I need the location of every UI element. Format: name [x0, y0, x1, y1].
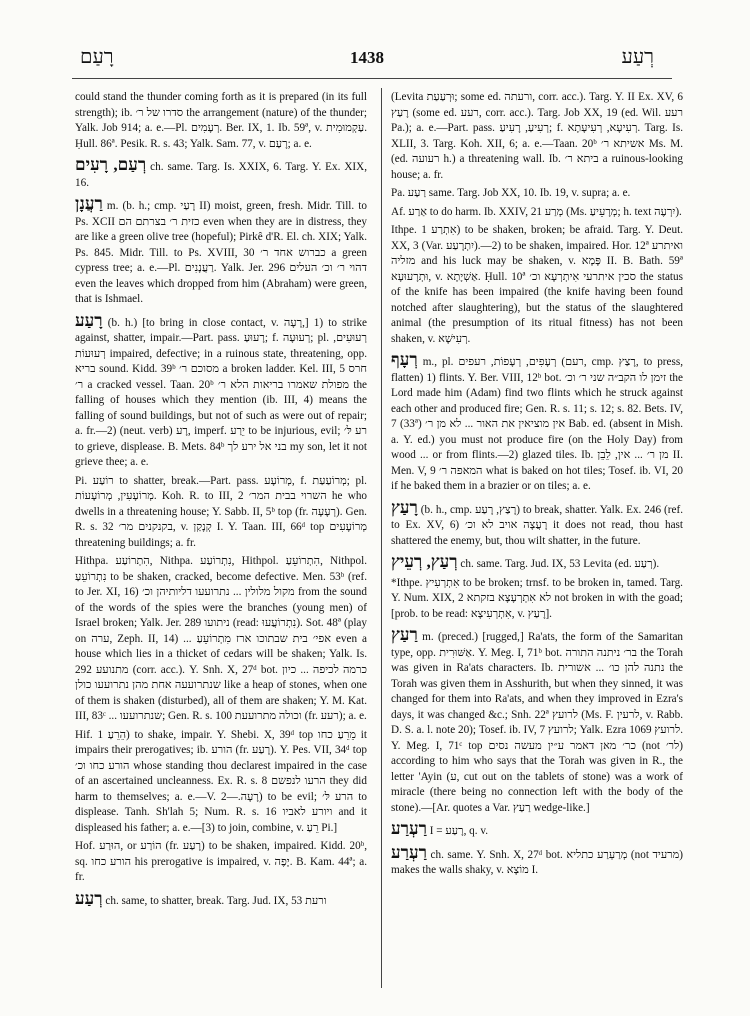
dictionary-entry: [75, 728, 367, 837]
entry-text: Hof. הוּרַע, or הוֹרַע (fr. רָעַע) to be shaken, impaired. Kidd. 20ᵇ, sq. הורע כחו his prerogative is impaired, v. יָפֶה. B. Kam. 44ª; a. fr.: [75, 840, 367, 883]
entry-text: Hithpa. הִתְרוֹעַע, Nithpa. נִתְרוֹעַע, Hithpol. הִתְרוֹעֵעַ, Nithpol. נִתְרוֹעֵעַ to be shaken, cracked, become defective. Men. 53ᵇ (ref. to Jer. XI, 16) מקול מלולין ... נתרועעו דליותיהן וכ׳ from the sound of the words of the spies were the branches (young men) of Israel broken; Yalk. Jer. 289 ניתועו (read: נִתְרוֹעֲעוּ). Sot. 48ª (play on ערה, Zeph. II, 14) ... אפי׳ בית שבתוכו ארז מִתְרוֹעֵעַ even a house which lies in a thicket of cedars will be shaken; Yalk. Is. 292 מתנועע (corr. acc.). Y. Snh. X, 27ᵈ bot. כרמה לכיפה ... כיון שנתרועעה אחת מהן נתרועעו כולן like a heap of stones, when one of them is shaken (disturbed), all of them are shaken; Y. M. Kat. III, 83ᶜ ... שנתרועעו; Gen. R. s. 100 וכולה מתרועעת (fr. רעע); a. e.: [75, 555, 367, 722]
entry-text: ch. same. Y. Snh. X, 27ᵈ bot. מְרַעְרַע כתליא (not מרעיד) makes the walls shaky, v. מוֹצָא I.: [391, 848, 683, 876]
dictionary-entry: [75, 155, 367, 191]
entry-text: m., pl. רְעָפִים, רְעָפוֹת, רעפים (רעם, cmp. רָצַץ, to press, flatten) 1) flints. Y. Ber. VIII, 12ᵇ bot. זימן לו הקב״ה שני ר׳ וכ׳ the Lord made him (Adam) find two flints which he struck against each other and produced fire; Gen. R. s. 11; s. 12; s. 82. Bets. IV, 7 (33ª) אין מוציאין את האור ... לא מן ר׳ Bab. ed. (absent in Mish. a. Y. ed.) you must not produce fire (on the Holy Day) from wood ... or from flints.—2) glazed tiles. Ib. מן ר׳ ... אין, לֵבֵן II. Men. V, 9 המאפה ר׳ what is baked on hot tiles; Tosef. ib. VI, 20 if he baked them in a brazier or on tiles; a. e.: [391, 356, 683, 492]
entry-text: Ithpe. אִתְרַע 1) to be shaken, broken; be afraid. Targ. Y. Deut. XX, 3 (Var. יִתְרָעַע).—2) to be shaken, impaired. Hor. 12ª ואיתרע מזליה and his luck may be shaken, v. פָּמָא II. B. Bath. 59ª וּתְרָעוּעָא, v. אַשְׁיָתָא. Ḥull. 10ª סכין איתרעי אִיתְרְעָא וכ׳ the status of the knife has been impaired (the knife having been found notched after slaughtering), but the status of the slaughtered animal (the presumption of its ritual fitness) has not been shaken, v. רְעִישָׁא.: [391, 224, 683, 345]
entry-headword: רְעַם, רָעִים: [75, 155, 147, 174]
dictionary-entry: [391, 625, 683, 816]
dictionary-entry: [75, 889, 367, 910]
entry-headword: רַעְרַע: [391, 819, 427, 838]
dictionary-entry: [391, 498, 683, 550]
dictionary-entry: [391, 186, 683, 202]
left-column: [75, 90, 367, 990]
entry-text: ch. same. Targ. Jud. IX, 53 Levita (ed. רְעַע).: [460, 558, 660, 570]
entry-text: m. (preced.) [rugged,] Ra'ats, the form of the Samaritan type, opp. אַשּׁוּרִית. Y. Meg. I, 71ᵇ bot. בר׳ ניתנה התורה the Torah was given in Ra'ats characters. Ib. נתנה להן כו׳ ... אשורית the Torah was given them in Asshurith, but when they sinned, it was changed for them into Ra'ats, and when they improved in Ezra's days, it was changed &c.; Snh. 22ª לרועץ (Ms. F. לרעין, v. Rabb. D. S. a. l. note 20); Tosef. ib. IV, 7 לרועץ; Yalk. Ezra 1069 לרועץ. Y. Meg. I, 71ᶜ top כר׳ מאן דאמר ע״ין מעשה נסים (not לר׳) according to him who says that the Torah was given in R., the letter 'Ayin (ע, cut out on the tablets of stone) was a work of miracle (there being no connection left with the body of the stone).—[Ar. quotes a Var. רַעַץ wedge-like.]: [391, 631, 683, 814]
entry-text: ch. same. Targ. Is. XXIX, 6. Targ. Y. Ex. XIX, 16.: [75, 161, 367, 189]
entry-text: Hif. הֵרֵעַ 1) to shake, impair. Y. Shebi. X, 39ᵈ top מֵרֵעַ כחו it impairs their prerogatives; ib. הורע (fr. רָעַע). Y. Pes. VII, 34ᵈ top הורע כחו וכ׳ whose standing thou declarest impaired in the case of an ascertained uncleanness. Ex. R. s. 8 הרעו לנפשם they did harm to themselves; a. e.—V. רָעָה.—2) to be evil; הרע לּ׳ to displease. Tanh. Sh'lah 5; Num. R. s. 16 ויורע לאביו and it displeased his father; a. e.—[3) to join, combine, v. רֵעַ Pi.]: [75, 728, 367, 834]
entry-text: could stand the thunder coming forth as it is prepared (in its full strength); ib. סדרו של ר׳ the arrangement (nature) of the thunder; Yalk. Job 914; a. e.—Pl. רְעָמִים. Ber. IX, 1. Ib. 59ª, v. עַקְמוּמִית. Ḥull. 86ª. Pesik. R. s. 43; Yalk. Sam. 77, v. רָעַם; a. e.: [75, 91, 367, 150]
entry-text: ch. same, to shatter, break. Targ. Jud. IX, 53 ורעת: [105, 894, 327, 907]
header-rule: [72, 78, 672, 79]
dictionary-entry: [75, 474, 367, 552]
dictionary-entry: [75, 90, 367, 152]
running-head-right: רְעַע: [621, 46, 654, 68]
entry-headword: רְעַץ, רְעֵיץ: [391, 552, 458, 571]
entry-text: Pa. רַעַע same. Targ. Job XX, 10. Ib. 19, v. supra; a. e.: [391, 187, 631, 199]
right-column: [391, 90, 683, 990]
dictionary-entry: [75, 311, 367, 471]
running-head-left: רָעַם: [80, 46, 114, 68]
dictionary-entry: [75, 194, 367, 308]
entry-headword: רְעַע: [75, 888, 103, 908]
entry-text: (b. h.) [to bring in close contact, v. רָעָה,] 1) to strike against, shatter, impair.—Part. pass. רָעוּעַ; f. רְעוּעָה; pl. רְעוּעִים, רְעוּעוֹת impaired, defective; in a ruinous state, threatening, opp. בריא sound. Kidd. 39ᵇ מסוכם ר׳ a broken ladder. Kel. III, 5 חרס ר׳ a cracked vessel. Taan. 20ᵇ מפולת שאמרו בריאות הלא ר׳ the falling of houses which they mention (ib. III, 4) means the falling of sound buildings, but not of such as were out of repair; a. fr.—2) (neut. verb) רָע, imperf. יֵרַע to be injurious, evil; רע לּ׳ to grieve, displease. B. Mets. 84ᵇ בני אל ירע לך my son, let it not grieve thee; a. e.: [75, 316, 367, 468]
entry-headword: רַעְרַע: [391, 842, 427, 862]
column-divider: [381, 88, 382, 988]
entry-text: Af. אַרַע to do harm. Ib. XXIV, 21 מְרַע (Ms. מְרָעֵיעַ; h. text יִרְעֶה).: [391, 205, 682, 218]
dictionary-entry: [391, 552, 683, 573]
entry-headword: רַעַץ: [391, 625, 418, 644]
dictionary-entry: [391, 223, 683, 347]
entry-text: *Ithpe. אִתְרְעִיץ to be broken; trnsf. to be broken in, tamed. Targ. Y. Num. XIX, 2 לא אִתְרְעָצָא בזקתא not broken in with the goad; [prob. to be read: אִתְרְעִיצָא, v. רָעַץ].: [391, 576, 683, 620]
entry-headword: רָעַע: [75, 310, 103, 330]
entry-headword: רְעָף: [391, 350, 418, 369]
page-number: 1438: [350, 48, 384, 67]
entry-headword: רַעֲנָן: [75, 194, 103, 213]
dictionary-entry: [391, 843, 683, 879]
dictionary-entry: [391, 819, 683, 840]
dictionary-entry: [391, 205, 683, 221]
entry-text: m. (b. h.; cmp. רָעַי II) moist, green, fresh. Midr. Till. to Ps. XCII כזית ר׳ בצרתם הם even when they are in distress, they are like a green olive tree (hopeful); Pirkê d'R. El. ch. XIX; Yalk. Ps. 845. Midr. Till. to Ps. XVIII, 30 כברוש אחד ר׳ a green cypress tree; a. e.—Pl. רַעֲנָנִים. Yalk. Jer. 296 דהוי ר׳ וכ׳ העלים even the leaves which dropped from him (Abraham) were green, that is Ishmael.: [75, 200, 367, 305]
page-header: [72, 46, 662, 76]
entry-text: (Levita וּרְעַעַת; some ed. ורעתה, corr. acc.). Targ. Y. II Ex. XV, 6 רָעַץ (some ed. רעע, corr. acc.). Targ. Job XX, 19 (ed. Wil. רעע Pa.); a. e.—Part. pass. רְעִיעַ, רָעִיעַ; f. רְעִיעָא, רְעִיעָתָא. Targ. Is. XLII, 3. Targ. Koh. XII, 6; a. e.—Taan. 20ᵇ אשיתא ר׳ Ms. M. (ed. רעועה h.) a threatening wall. Ib. ביתא ר׳ a ruinous-looking house; a. fr.: [391, 91, 683, 181]
dictionary-entry: [75, 839, 367, 886]
entry-text: I = רָעַע, q. v.: [429, 825, 489, 837]
dictionary-entry: [391, 350, 683, 495]
dictionary-entry: [391, 90, 683, 183]
entry-text: Pi. רוֹעַע to shatter, break.—Part. pass. מְרוֹעָע, f. מְרוֹעַעַת; pl. מְרוֹעָעִין, מְרוֹעָעוֹת. Koh. R. to III, 2 השרוי בבית המר׳ he who dwells in a threatening house; Y. Sabb. II, 5ᵇ top (fr. רְעָעָה). Gen. R. s. 32 בקנקנים מר׳, v. קְנָקַן I. Y. Taan. III, 66ᵈ top מְרוֹעָעִים threatening buildings; a. fr.: [75, 474, 367, 549]
dictionary-entry: [391, 576, 683, 623]
entry-headword: רָעַץ: [391, 497, 418, 517]
dictionary-entry: [75, 554, 367, 725]
entry-text: (b. h., cmp. רָצַץ, רָעַע) to break, shatter. Yalk. Ex. 246 (ref. to Ex. XV, 6) רָעֲצָה אויב לא וכ׳ it does not read, thou hast shattered the enemy, but, thou wilt shatter, in the future.: [391, 503, 683, 547]
